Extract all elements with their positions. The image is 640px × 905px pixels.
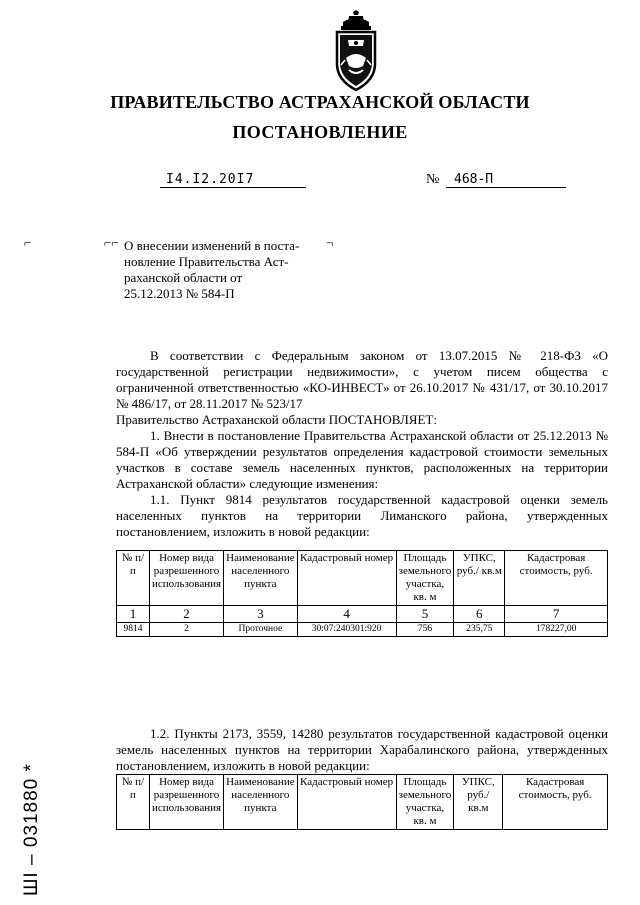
index-cell: 5 [396,606,454,623]
corner-mark-left: ⌐ [24,235,32,250]
table-cell: Проточное [224,623,298,637]
header-cell: УПКС, руб./ кв.м [454,551,505,606]
table-header-row [117,551,608,606]
table-cell: 30:07:240301:920 [297,623,396,637]
side-serial-stamp [14,700,44,900]
index-cell: 7 [505,606,608,623]
header-cell: Номер вида разрешенного использования [150,551,224,606]
header-cell: № п/п [117,775,150,830]
index-cell: 3 [224,606,298,623]
subject-line: 25.12.2013 № 584-П [124,286,235,301]
table-cell: 235,75 [454,623,505,637]
index-cell: 1 [117,606,150,623]
table-cell: 9814 [117,623,150,637]
paragraph-preamble: В соответствии с Федеральным законом от 13.07.2015 № 218-ФЗ «О государственной регистрации недвижимости», с учетом писем общества с ограниченной ответственностью «КО-ИНВЕСТ» от 26.10.2017 № 431/17, от 30.10.2017 № 486/17, от 28.11.2017 № 523/17 [116,348,608,411]
corner-mark-subject-left: ⌐⌐ [104,235,119,250]
header-cell: Площадь земельного участка, кв. м [396,775,454,830]
document-number: 468-П [446,172,566,188]
astrakhan-coat-of-arms-icon [331,10,381,92]
body-block-1 [116,348,608,540]
table-cell: 756 [396,623,454,637]
header-cell: Номер вида разрешенного использования [150,775,224,830]
header-cell: УПКС, руб./ кв.м [454,775,503,830]
number-sign: № [426,172,440,187]
table-index-row [117,606,608,623]
corner-mark-subject-right: ¬ [326,235,334,250]
body-block-2 [116,726,608,774]
document-subject [124,238,326,302]
table-limansky [116,550,608,637]
paragraph-item-1-2: 1.2. Пункты 2173, 3559, 14280 результатов государственной кадастровой оценки земель населенных пунктов на территории Харабалинского района, утвержденных постановлением, изложить в новой редакции: [116,726,608,773]
header-cell: Кадастровая стоимость, руб. [505,551,608,606]
header-cell: Кадастровая стоимость, руб. [503,775,608,830]
subject-line: О внесении изменений в поста- [124,238,300,253]
header-cell: Наименование населенного пункта [224,551,298,606]
header-cell: Кадастровый номер [297,775,396,830]
side-serial-text: ШI – 031880 * [21,763,42,896]
table-cell: 178227,00 [505,623,608,637]
index-cell: 4 [297,606,396,623]
paragraph-item-1: 1. Внести в постановление Правительства Астраханской области от 25.12.2013 № 584-П «Об утверждении результатов определения кадастровой стоимости земельных участков в составе земель населенных пунктов, расположенных на территории Астраханской области» следующие изменения: [116,428,608,491]
document-type: ПОСТАНОВЛЕНИЕ [232,122,408,142]
subject-line: раханской области от [124,270,243,285]
index-cell: 6 [454,606,505,623]
header-cell: № п/п [117,551,150,606]
subject-line: новление Правительства Аст- [124,254,289,269]
header-cell: Площадь земельного участка, кв. м [396,551,454,606]
header-cell: Кадастровый номер [297,551,396,606]
table-header-row [117,775,608,830]
paragraph-item-1-1: 1.1. Пункт 9814 результатов государственной кадастровой оценки земель населенных пунктов на территории Лиманского района, утвержденных постановлением, изложить в новой редакции: [116,492,608,539]
index-cell: 2 [150,606,224,623]
document-date: I4.I2.20I7 [160,172,306,188]
table-row [117,623,608,637]
header-cell: Наименование населенного пункта [224,775,298,830]
paragraph-resolves: Правительство Астраханской области ПОСТАНОВЛЯЕТ: [116,412,437,427]
table-kharabalinsky [116,774,608,830]
table-cell: 2 [150,623,224,637]
government-title: ПРАВИТЕЛЬСТВО АСТРАХАНСКОЙ ОБЛАСТИ [110,92,530,112]
